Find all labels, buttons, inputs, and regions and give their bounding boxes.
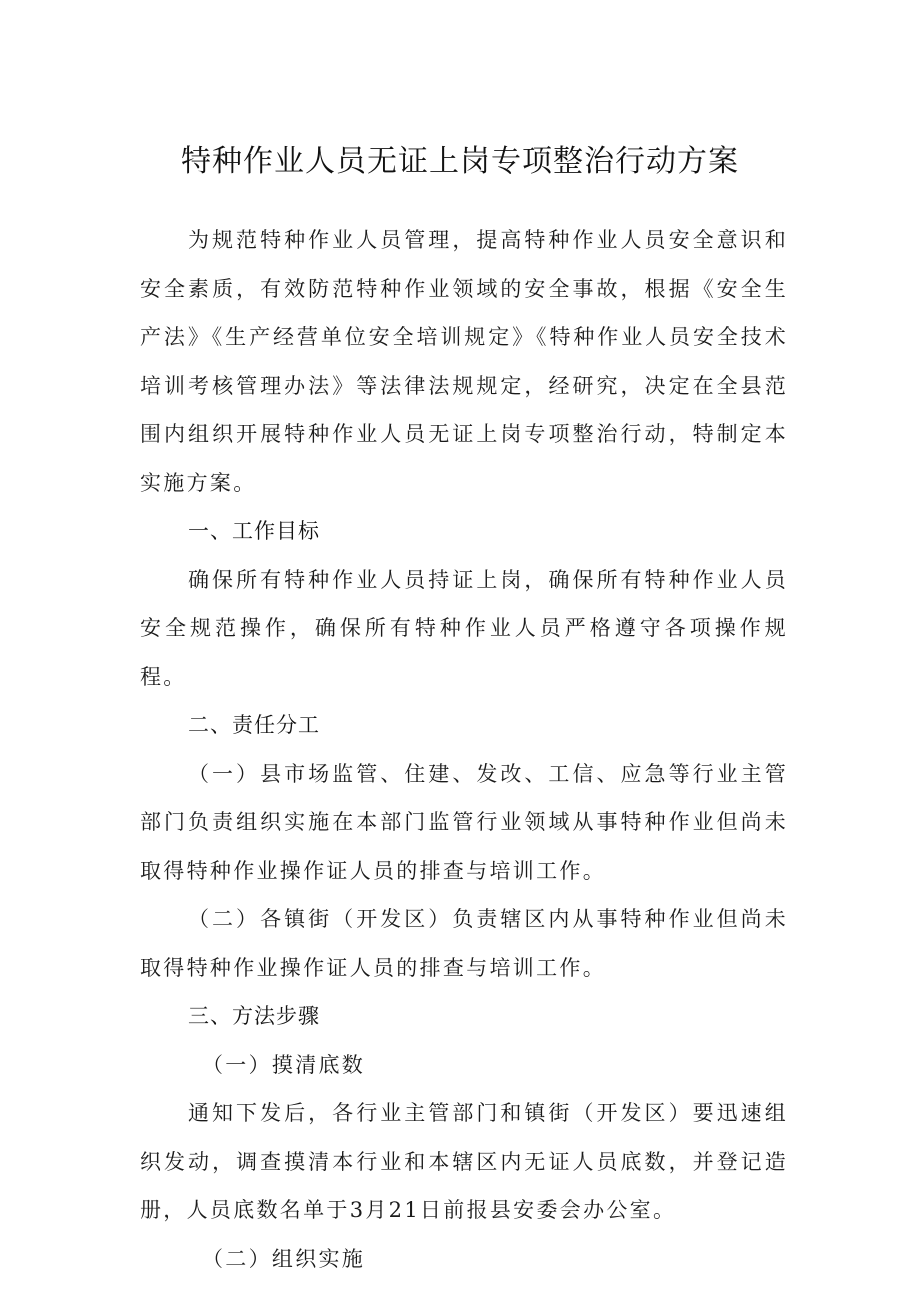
responsibility-paragraph-1: （一）县市场监管、住建、发改、工信、应急等行业主管部门负责组织实施在本部门监管行业领域从事特种作业但尚未取得特种作业操作证人员的排查与培训工作。 [140, 761, 788, 883]
section-heading-responsibilities: 二、责任分工 [188, 713, 320, 737]
document-title: 特种作业人员无证上岗专项整治行动方案 [181, 144, 739, 179]
responsibility-paragraph-2: （二）各镇街（开发区）负责辖区内从事特种作业但尚未取得特种作业操作证人员的排查与培训工作。 [140, 907, 788, 980]
subheading-count-baseline: （一）摸清底数 [202, 1052, 366, 1077]
intro-paragraph: 为规范特种作业人员管理，提高特种作业人员安全意识和安全素质，有效防范特种作业领域的安全事故，根据《安全生产法》《生产经营单位安全培训规定》《特种作业人员安全技术培训考核管理办法》等法律法规规定，经研究，决定在全县范围内组织开展特种作业人员无证上岗专项整治行动，特制定本实施方案。 [140, 228, 788, 495]
document-body [140, 216, 788, 1283]
subheading-implementation: （二）组织实施 [202, 1246, 366, 1271]
steps-paragraph-1: 通知下发后，各行业主管部门和镇街（开发区）要迅速组织发动，调查摸清本行业和本辖区内无证人员底数，并登记造册，人员底数名单于3月21日前报县安委会办公室。 [140, 1101, 788, 1222]
goals-paragraph: 确保所有特种作业人员持证上岗，确保所有特种作业人员安全规范操作，确保所有特种作业人员严格遵守各项操作规程。 [140, 567, 788, 689]
section-heading-goals: 一、工作目标 [188, 519, 320, 543]
section-heading-steps: 三、方法步骤 [188, 1004, 320, 1028]
